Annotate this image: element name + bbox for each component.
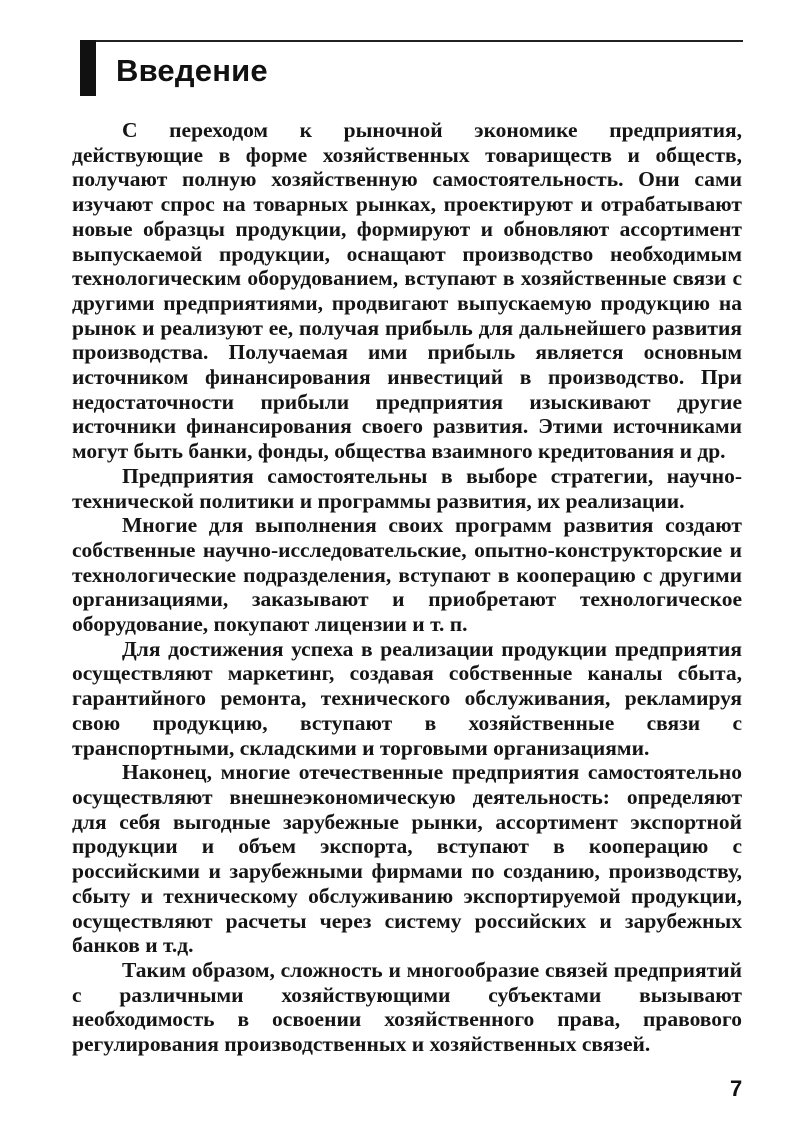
page-number: 7: [730, 1076, 743, 1101]
paragraph: Предприятия самостоятельны в выборе стратегии, научно-технической политики и программы развития, их реализации.: [72, 463, 742, 513]
paragraph: Многие для выполнения своих программ развития создают собственные научно-исследовательские, опытно-конструкторские и технологические подразделения, вступают в кооперацию с другими организациями, заказывают и приобретают технологическое оборудование, покупают лицензии и т. п.: [72, 513, 742, 637]
paragraph: Наконец, многие отечественные предприятия самостоятельно осуществляют внешнеэкономическую деятельность: определяют для себя выгодные зарубежные рынки, ассортимент экспортной продукции и объем экспорта, вступают в кооперацию с российскими и зарубежными фирмами по созданию, производству, сбыту и техническому обслуживанию экспортируемой продукции, осуществляют расчеты через систему российских и зарубежных банков и т.д.: [72, 760, 742, 958]
paragraph: С переходом к рыночной экономике предприятия, действующие в форме хозяйственных товариществ и обществ, получают полную хозяйственную самостоятельность. Они сами изучают спрос на товарных рынках, проектируют и отрабатывают новые образцы продукции, формируют и обновляют ассортимент выпускаемой продукции, оснащают производство необходимым технологическим оборудованием, вступают в хозяйственные связи с другими предприятиями, продвигают выпускаемую продукцию на рынок и реализуют ее, получая прибыль для дальнейшего развития производства. Получаемая ими прибыль является основным источником финансирования инвестиций в производство. При недостаточности прибыли предприятия изыскивают другие источники финансирования своего развития. Этими источниками могут быть банки, фонды, общества взаимного кредитования и др.: [72, 118, 742, 464]
paragraph: Для достижения успеха в реализации продукции предприятия осуществляют маркетинг, создавая собственные каналы сбыта, гарантийного ремонта, технического обслуживания, рекламируя свою продукцию, вступают в хозяйственные связи с транспортными, складскими и торговыми организациями.: [72, 636, 742, 760]
paragraph: Таким образом, сложность и многообразие связей предприятий с различными хозяйствующими субъектами вызывают необходимость в освоении хозяйственного права, правового регулирования производственных и хозяйственных связей.: [72, 957, 742, 1057]
chapter-heading: Введение: [116, 53, 268, 88]
body-text: [72, 118, 742, 1057]
top-rule: [80, 40, 743, 42]
heading-marker-bar: [80, 40, 96, 96]
